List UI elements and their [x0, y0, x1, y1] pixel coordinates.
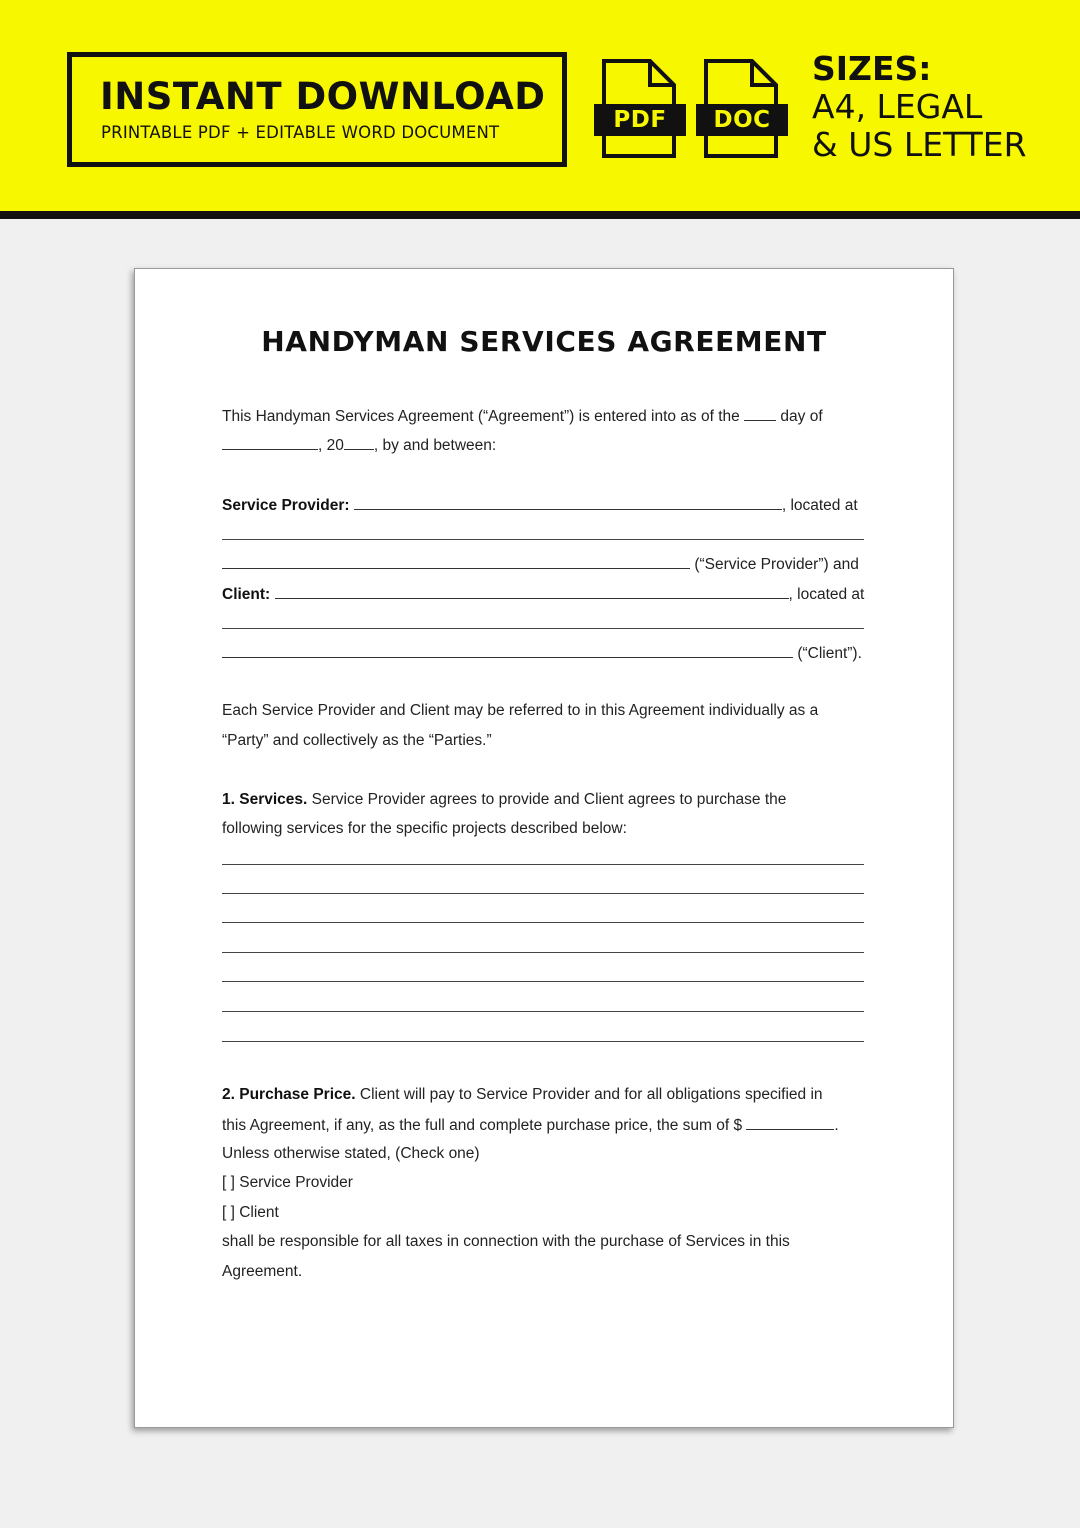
- service-provider-line: Service Provider: , located at: [222, 497, 858, 514]
- sizes-label: SIZES:: [812, 49, 932, 88]
- services-blank-line[interactable]: [222, 981, 864, 982]
- service-provider-ref-line: (“Service Provider”) and: [222, 554, 859, 574]
- services-blank-line[interactable]: [222, 1011, 864, 1012]
- client-line: Client: , located at: [222, 586, 865, 603]
- banner-subtitle: PRINTABLE PDF + EDITABLE WORD DOCUMENT: [101, 123, 500, 142]
- client-address-blank-1[interactable]: [222, 628, 864, 629]
- price-line-5: Agreement.: [222, 1263, 303, 1280]
- month-blank[interactable]: [222, 435, 318, 450]
- services-line-2: following services for the specific projects described below:: [222, 820, 627, 837]
- client-address-blank-2[interactable]: [222, 643, 793, 658]
- services-blank-line[interactable]: [222, 952, 864, 953]
- services-blank-line[interactable]: [222, 1041, 864, 1042]
- client-label: Client:: [222, 586, 271, 603]
- intro-line-2: , 20 , by and between:: [222, 435, 496, 455]
- services-blank-line[interactable]: [222, 922, 864, 923]
- price-line-1: 2. Purchase Price. Client will pay to Service Provider and for all obligations specified in: [222, 1086, 823, 1103]
- services-line-1: 1. Services. Service Provider agrees to provide and Client agrees to purchase the: [222, 791, 787, 808]
- checkbox-client[interactable]: [ ] Client: [222, 1204, 279, 1221]
- doc-label: DOC: [696, 104, 788, 136]
- year-blank[interactable]: [344, 435, 374, 450]
- services-blank-line[interactable]: [222, 864, 864, 865]
- client-ref-line: (“Client”).: [222, 643, 862, 663]
- banner-title: INSTANT DOWNLOAD: [100, 75, 546, 118]
- pdf-label: PDF: [594, 104, 686, 136]
- price-amount-blank[interactable]: [746, 1115, 834, 1130]
- checkbox-service-provider[interactable]: [ ] Service Provider: [222, 1174, 353, 1191]
- sizes-line-2: & US LETTER: [812, 125, 1027, 164]
- provider-address-blank-1[interactable]: [222, 539, 864, 540]
- price-line-3: Unless otherwise stated, (Check one): [222, 1145, 480, 1162]
- day-blank[interactable]: [744, 406, 776, 421]
- service-provider-name-blank[interactable]: [354, 495, 782, 510]
- parties-line-1: Each Service Provider and Client may be referred to in this Agreement individually as a: [222, 702, 819, 719]
- service-provider-label: Service Provider:: [222, 497, 350, 514]
- provider-address-blank-2[interactable]: [222, 554, 690, 569]
- client-name-blank[interactable]: [275, 584, 789, 599]
- services-heading: 1. Services.: [222, 791, 308, 808]
- price-line-2: this Agreement, if any, as the full and complete purchase price, the sum of $ .: [222, 1117, 839, 1134]
- intro-line-1: This Handyman Services Agreement (“Agreement”) is entered into as of the day of: [222, 408, 823, 425]
- parties-line-2: “Party” and collectively as the “Parties.”: [222, 732, 492, 749]
- services-blank-line[interactable]: [222, 893, 864, 894]
- document-title: HANDYMAN SERVICES AGREEMENT: [261, 325, 827, 358]
- sizes-line-1: A4, LEGAL: [812, 87, 983, 126]
- price-line-4: shall be responsible for all taxes in connection with the purchase of Services in this: [222, 1233, 790, 1250]
- price-heading: 2. Purchase Price.: [222, 1086, 356, 1103]
